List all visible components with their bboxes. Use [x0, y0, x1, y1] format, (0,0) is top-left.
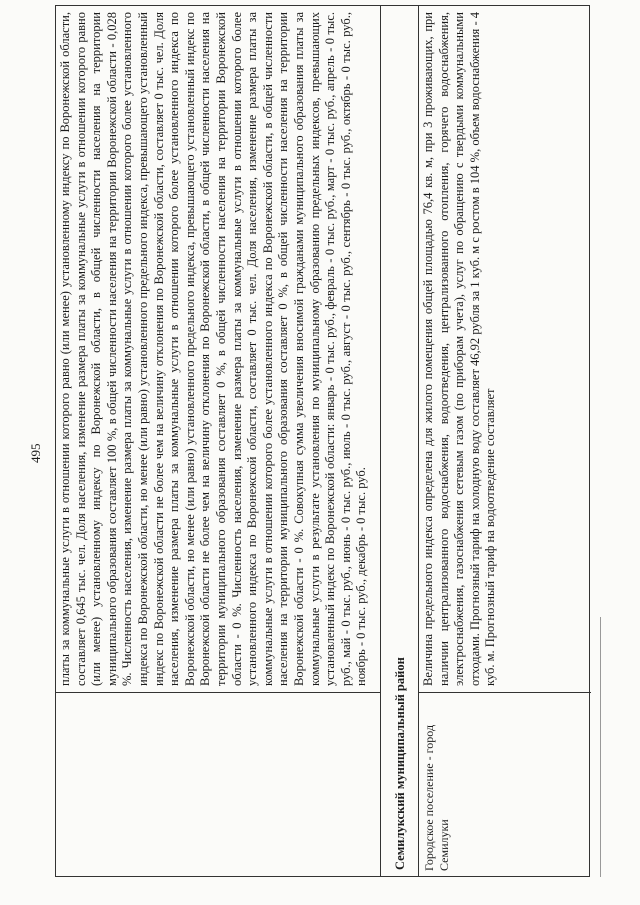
description-cell: Величина предельного индекса определена для жилого помещения общей площадью 76,4 кв. м, при 3 проживающих, при наличии централизованного водоснабжения, водоотведения, централизованного отопления, горячего водоснабжения, электроснабжения, газоснабжения сетевым газом (по приборам учета), услуг по обращению с твердыми коммунальными отходами. Прогнозный тариф на холодную воду составляет 46,92 рубля за 1 куб. м с ростом в 104 %, объем водоснабжения - 4 куб. м. Прогнозный тариф на водоотведение составляет	[421, 12, 498, 686]
settlement-cell: Городское поселение - город Семилуки	[419, 692, 591, 876]
index-table	[55, 5, 590, 877]
page-number: 495	[28, 443, 43, 463]
table-row-district	[381, 6, 419, 876]
description-cell: платы за коммунальные услуги в отношении которого равно (или менее) установленному индексу по Воронежской области, составляет 0,645 тыс. чел. Доля населения, изменение размера платы за коммунальные услуги в отношении которого равно (или менее) установленному индексу по Воронежской области, в общей численности населения на территории муниципального образования составляет 100 %, в общей численности населения на территории Воронежской области - 0,028 %. Численность населения, изменение размера платы за коммунальные услуги в отношении которого более установленного индекса по Воронежской области, но менее (или равно) установленного предельного индекса, превышающего установленный индекс по Воронежской области не более чем на величину отклонения по Воронежской области, составляет 0 тыс. чел. Доля населения, изменение размера платы за коммунальные услуги в отношении которого более установленного индекса по Воронежской области, но менее (или равно) установленного предельного индекса, превышающего установленный индекс по Воронежской области не более чем на величину отклонения по Воронежской области, в общей численности населения на территории муниципального образования составляет 0 %, в общей численности населения на территории Воронежской области - 0 %. Численность населения, изменение размера платы за коммунальные услуги в отношении которого более установленного индекса по Воронежской области, составляет 0 тыс. чел. Доля населения, изменение размера платы за коммунальные услуги в отношении которого более установленного индекса по Воронежской области, в общей численности населения на территории муниципального образования составляет 0 %, в общей численности населения на территории Воронежской области - 0 %. Совокупная сумма увеличения вносимой гражданами муниципального образования платы за коммунальные услуги в результате установления по муниципальному образованию предельных индексов, превышающих установленный индекс по Воронежской области: январь - 0 тыс. руб., февраль - 0 тыс. руб., март - 0 тыс. руб., апрель - 0 тыс. руб., май - 0 тыс. руб., июнь - 0 тыс. руб., июль - 0 тыс. руб., август - 0 тыс. руб., сентябрь - 0 тыс. руб., октябрь - 0 тыс. руб., ноябрь - 0 тыс. руб., декабрь - 0 тыс. руб.	[58, 12, 369, 686]
district-title: Семилукский муниципальный район	[393, 657, 407, 870]
divider-line	[600, 617, 601, 877]
table-row-continued	[56, 6, 381, 876]
table-row-settlement	[419, 6, 591, 876]
settlement-cell	[56, 692, 380, 876]
